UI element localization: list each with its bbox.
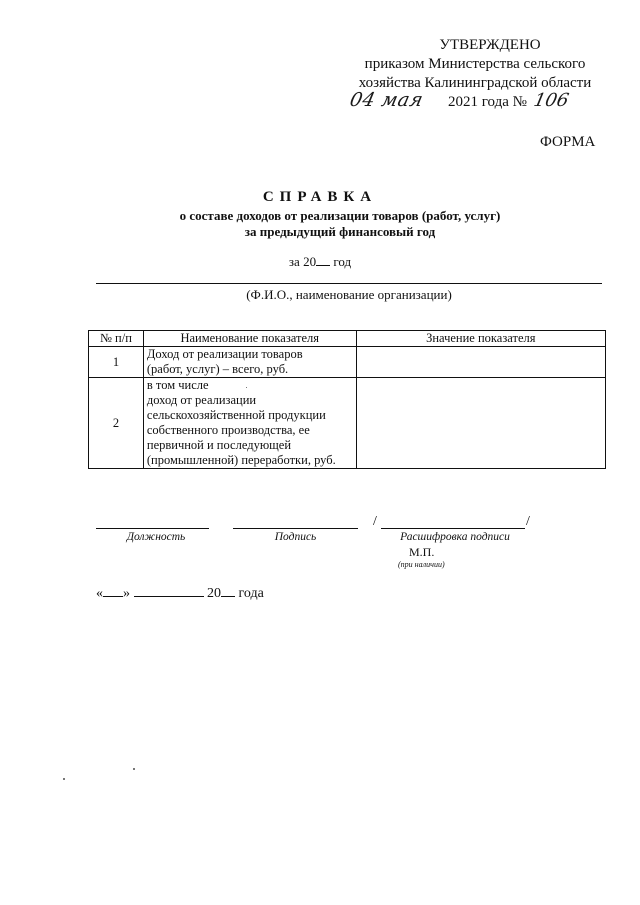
signature-caption: Подпись — [274, 531, 317, 543]
approval-line-3: хозяйства Калининградской области — [358, 75, 592, 91]
indicator-line: собственного производства, ее — [146, 423, 310, 437]
bottom-year-prefix: 20 — [207, 586, 221, 601]
row-value-cell[interactable] — [356, 378, 605, 469]
row-number: 1 — [89, 347, 144, 378]
form-label: ФОРМА — [540, 134, 596, 150]
approved-label: УТВЕРЖДЕНО — [439, 37, 541, 53]
indicator-line: в том числе — [146, 378, 209, 392]
indicator-line: доход от реализации — [146, 393, 257, 407]
bottom-date — [96, 583, 264, 602]
approval-date-text: 2021 года № — [448, 94, 527, 110]
month-blank — [134, 583, 204, 597]
name-field-line — [96, 283, 602, 284]
col-header-value: Значение показателя — [356, 331, 605, 347]
position-line — [96, 528, 209, 529]
quote-open: « — [96, 586, 103, 601]
slash-left: / — [373, 514, 377, 529]
name-caption: (Ф.И.О., наименование организации) — [246, 287, 452, 302]
subtitle-line-1: о составе доходов от реализации товаров (работ, услуг) — [179, 208, 501, 223]
row-number: 2 — [89, 378, 144, 469]
indicator-line: первичной и последующей — [146, 438, 292, 452]
table-row — [89, 378, 606, 469]
bottom-year-suffix: года — [238, 586, 264, 601]
day-blank — [103, 583, 123, 597]
approval-line-2: приказом Министерства сельского — [364, 56, 586, 72]
year-blank — [316, 252, 330, 266]
scan-speck — [63, 778, 65, 780]
table-row — [89, 347, 606, 378]
indicators-table — [88, 330, 606, 469]
approval-date-line — [340, 89, 610, 115]
row-indicator — [143, 378, 356, 469]
bottom-year-blank — [221, 583, 235, 597]
subtitle-line-2: за предыдущий финансовый год — [244, 224, 436, 239]
indicator-line: Доход от реализации товаров — [146, 347, 303, 361]
document-subtitle — [150, 208, 530, 240]
indicator-line: (промышленной) переработки, руб. — [146, 453, 336, 467]
handwritten-date: 04 мая — [347, 89, 426, 111]
indicator-line: (работ, услуг) – всего, руб. — [146, 362, 289, 376]
scan-speck — [246, 387, 247, 388]
decoding-line — [381, 528, 525, 529]
document-title: СПРАВКА — [262, 189, 378, 205]
indicator-line: сельскохозяйственной продукции — [146, 408, 326, 422]
col-header-indicator: Наименование показателя — [143, 331, 356, 347]
decoding-caption: Расшифровка подписи — [400, 531, 510, 543]
handwritten-order-number: 106 — [531, 90, 571, 111]
quote-close: » — [123, 586, 130, 601]
table-header-row — [89, 331, 606, 347]
signature-line — [233, 528, 358, 529]
seal-label: М.П. — [409, 545, 435, 559]
row-value-cell[interactable] — [356, 347, 605, 378]
approval-block — [340, 36, 610, 115]
row-indicator — [143, 347, 356, 378]
slash-right: / — [526, 514, 530, 529]
col-header-number: № п/п — [89, 331, 144, 347]
seal-note: (при наличии) — [398, 560, 445, 569]
scan-speck — [133, 768, 135, 770]
year-prefix: за 20 — [288, 254, 317, 269]
position-caption: Должность — [126, 531, 186, 543]
year-suffix: год — [333, 254, 352, 269]
year-line — [0, 252, 640, 270]
